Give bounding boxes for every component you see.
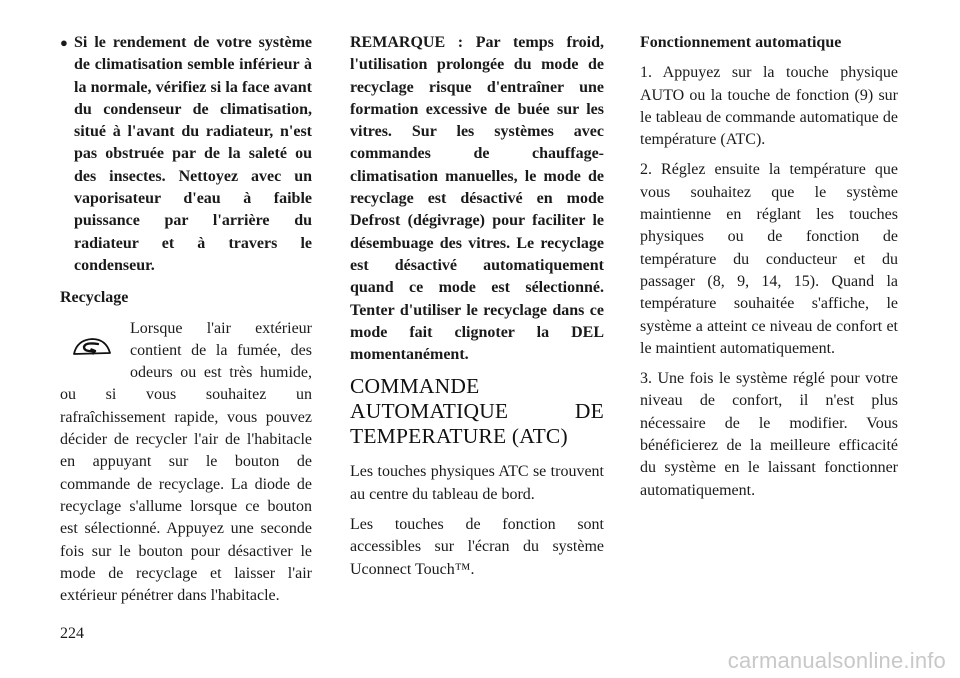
step-3: 3. Une fois le système réglé pour votre niveau de confort, il n'est plus nécessaire de le modifier. Vous bénéficierez de la meilleure efficacité du système en le laissant fonctionner automatiquement.: [640, 370, 898, 499]
section-title: COMMANDE AUTOMATIQUE DE TEMPERATURE (ATC): [350, 374, 604, 449]
bullet-text: Si le rendement de votre système de climatisation semble inférieur à la normale, vérifiez si la face avant du condenseur de climatisation, situé à l'avant du radiateur, n'est pas obstruée par de la saleté ou des insectes. Nettoyez avec un vaporisateur d'eau à faible puissance par l'arrière du radiateur et à travers le condenseur.: [74, 34, 312, 274]
column-left: [60, 32, 312, 615]
atc-paragraph-2: Les touches de fonction sont accessibles sur l'écran du système Uconnect Touch™.: [350, 516, 604, 578]
watermark: carmanualsonline.info: [727, 648, 946, 673]
recyclage-heading: Recyclage: [60, 289, 129, 307]
recirculation-icon: [60, 318, 124, 376]
bullet-item: [60, 32, 312, 277]
atc-paragraph-1: Les touches physiques ATC se trouvent au centre du tableau de bord.: [350, 463, 604, 503]
recyclage-paragraph: [60, 318, 312, 608]
remarque-note: REMARQUE : Par temps froid, l'utilisation prolongée du mode de recyclage risque d'entraîner une formation excessive de buée sur les vitres. Sur les systèmes avec commandes de chauffage-climatisation manuelles, le mode de recyclage est désactivé en mode Defrost (dégivrage) pour faciliter le désembuage des vitres. Le recyclage est désactivé automatiquement quand ce mode est sélectionné. Tenter d'utiliser le recyclage dans ce mode fait clignoter la DEL momentanément.: [350, 34, 604, 364]
recyclage-text: Lorsque l'air extérieur contient de la fumée, des odeurs ou est très humide, ou si vous souhaitez un rafraîchissement rapide, vous pouvez décider de recycler l'air de l'habitacle en appuyant sur le bouton de commande de recyclage. La diode de recyclage s'allume lorsque ce bouton est sélectionné. Appuyez une seconde fois sur le bouton pour désactiver le mode de recyclage et laisser l'air extérieur pénétrer dans l'habitacle.: [60, 319, 312, 605]
step-1: 1. Appuyez sur la touche physique AUTO ou la touche de fonction (9) sur le tableau de commande automatique de température (ATC).: [640, 64, 898, 149]
column-middle: [350, 32, 604, 589]
column-right: [640, 32, 898, 510]
auto-operation-heading: Fonctionnement automatique: [640, 34, 842, 51]
page-number: 224: [60, 625, 84, 642]
bullet-dot-icon: ●: [60, 35, 68, 50]
step-2: 2. Réglez ensuite la température que vous souhaitez que le système maintienne en réglant les touches physiques ou de fonction de température du conducteur et du passager (8, 9, 14, 15). Quand la température souhaitée s'affiche, le système a atteint ce niveau de confort et le maintient automatiquement.: [640, 161, 898, 357]
